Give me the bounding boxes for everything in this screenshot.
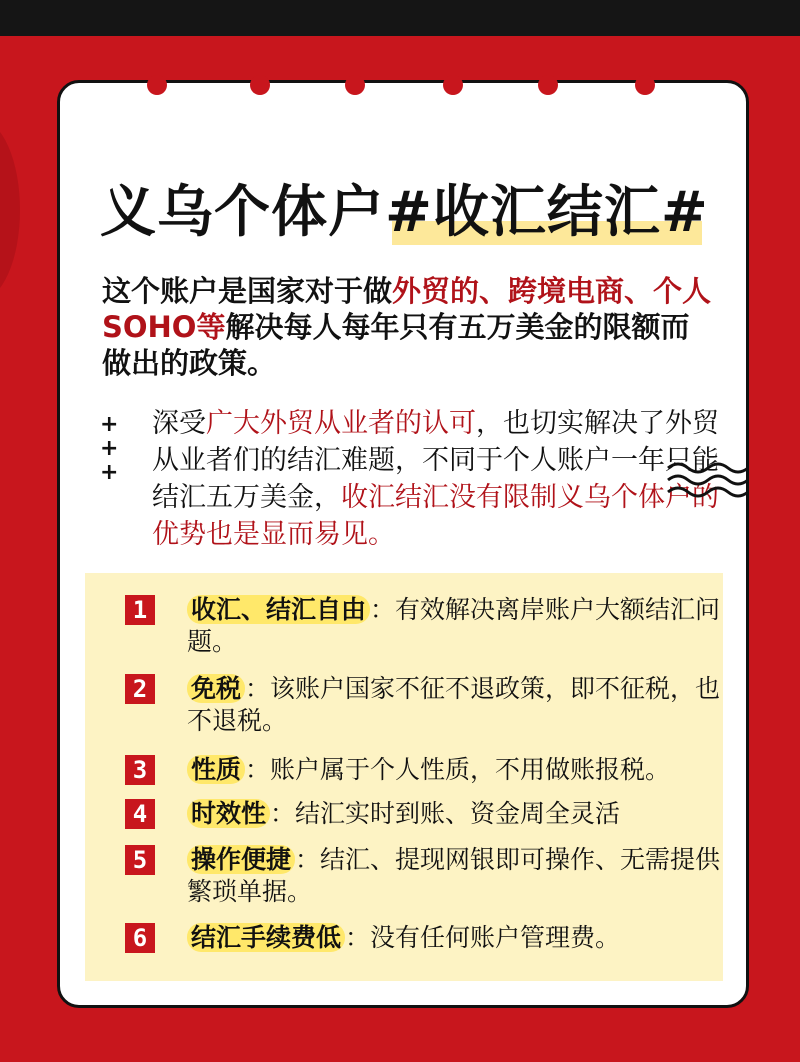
binder-ring-icon xyxy=(250,75,270,95)
feature-text: ：没有任何账户管理费。 xyxy=(345,923,621,952)
plus-icon: + xyxy=(100,436,119,461)
feature-key: 结汇手续费低 xyxy=(187,923,345,952)
feature-key: 时效性 xyxy=(187,799,270,828)
number-badge: 3 xyxy=(125,755,155,785)
notebook-card xyxy=(57,80,749,1008)
feature-list xyxy=(85,573,723,981)
number-badge: 2 xyxy=(125,674,155,704)
feature-key: 性质 xyxy=(187,755,245,784)
feature-key: 免税 xyxy=(187,674,245,703)
binder-ring-icon xyxy=(345,75,365,95)
number-badge: 4 xyxy=(125,799,155,829)
binder-ring-icon xyxy=(147,75,167,95)
feature-text: ：账户属于个人性质，不用做账报税。 xyxy=(245,755,671,784)
binder-ring-icon xyxy=(635,75,655,95)
page-title: 义乌个体户#收汇结汇# xyxy=(100,180,709,245)
feature-text: ：结汇、提现网银即可操作、无需提供繁琐单据。 xyxy=(187,845,721,906)
feature-text: ：该账户国家不征不退政策，即不征税，也不退税。 xyxy=(187,674,721,735)
plus-icon: + xyxy=(100,460,119,485)
number-badge: 1 xyxy=(125,595,155,625)
number-badge: 6 xyxy=(125,923,155,953)
para2-text-mid: ，也切实解决了外贸从业者们的结汇难题，不同于个人账户一年只能结汇五万美金， xyxy=(152,408,719,513)
wave-decoration-icon xyxy=(666,460,756,510)
plus-icon: + xyxy=(100,412,119,437)
para2-highlight-end: 收汇结汇没有限制义乌个体户的优势也是显而易见。 xyxy=(152,482,719,550)
intro-text: 这个账户是国家对于做 xyxy=(102,274,393,308)
intro-text-end: 解决每人每年只有五万美金的限额而做出的政策。 xyxy=(102,310,690,380)
feature-key: 收汇、结汇自由 xyxy=(187,595,370,624)
intro-highlight-text: 外贸的、跨境电商、个人SOHO等 xyxy=(102,274,712,344)
background-circle xyxy=(0,120,20,300)
intro-paragraph xyxy=(102,273,712,381)
para2-text: 深受 xyxy=(152,408,206,439)
advantage-paragraph xyxy=(152,405,722,553)
feature-text: ：有效解决离岸账户大额结汇问题。 xyxy=(187,595,721,656)
para2-highlight: 广大外贸从业者的认可 xyxy=(206,408,476,439)
binder-ring-icon xyxy=(538,75,558,95)
feature-text: ：结汇实时到账、资金周全灵活 xyxy=(270,799,621,828)
binder-ring-icon xyxy=(443,75,463,95)
top-bar xyxy=(0,0,800,36)
number-badge: 5 xyxy=(125,845,155,875)
plus-markers xyxy=(100,413,118,485)
feature-key: 操作便捷 xyxy=(187,845,295,874)
